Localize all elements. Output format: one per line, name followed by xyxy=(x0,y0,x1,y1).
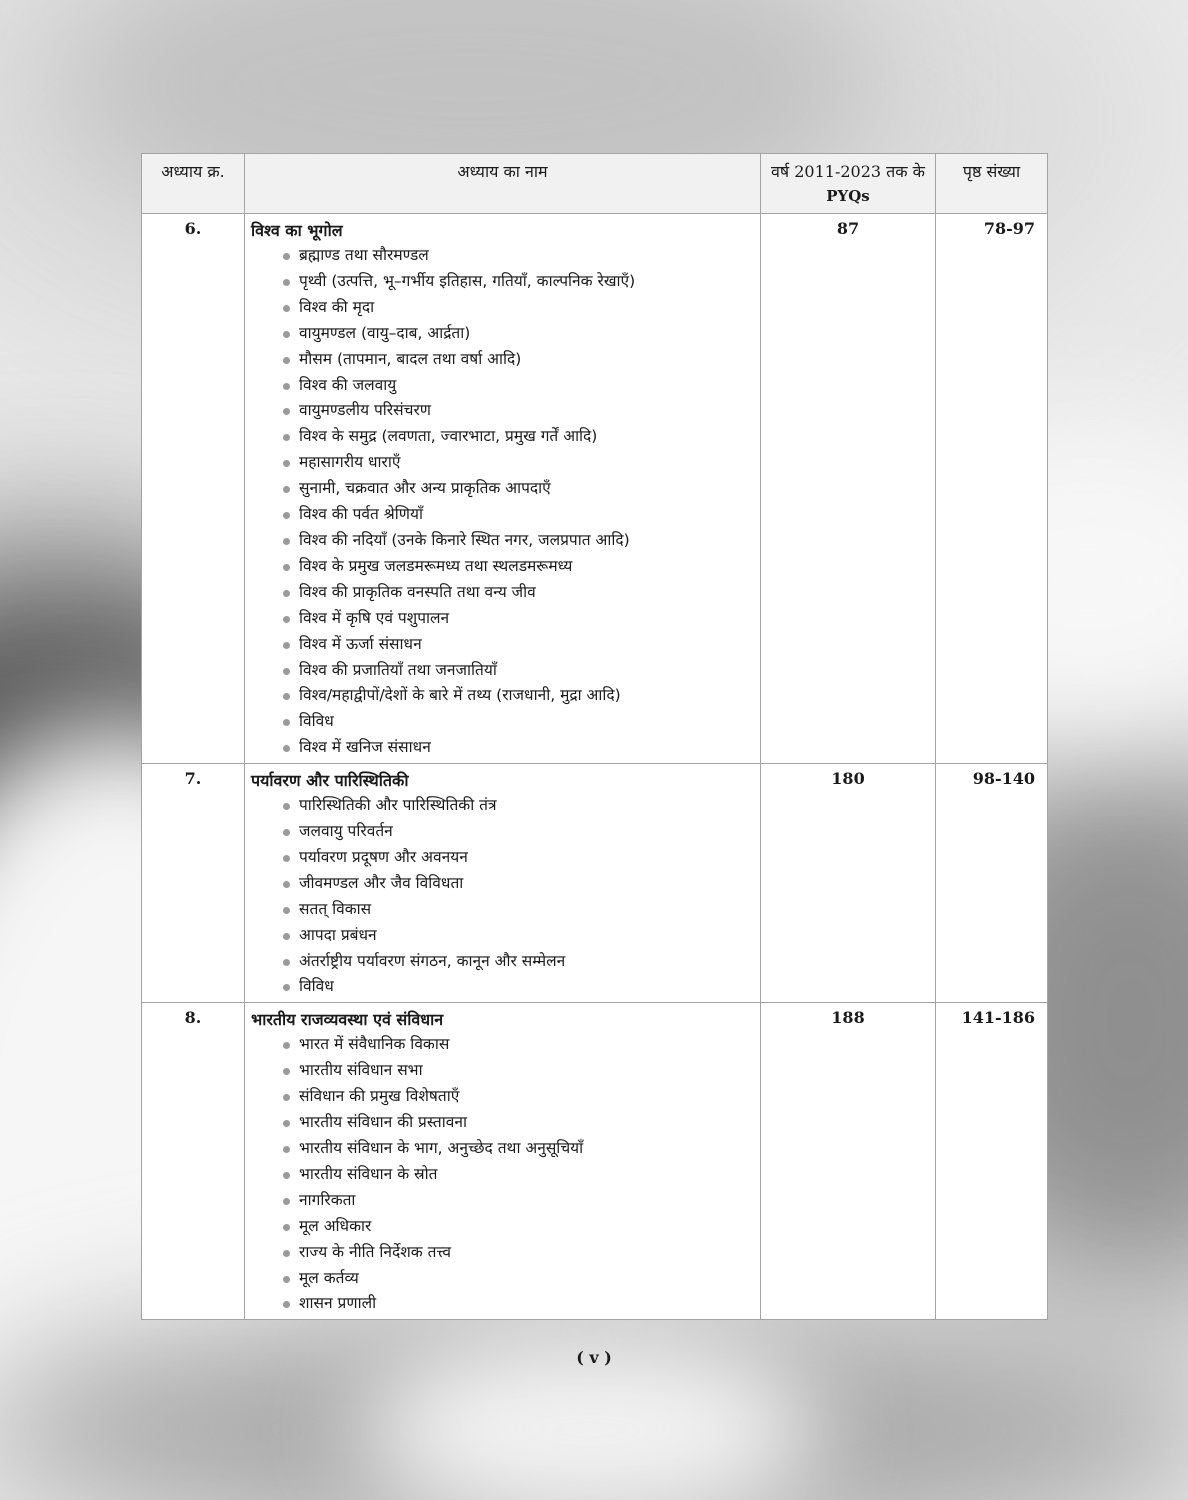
topic-item: राज्य के नीति निर्देशक तत्त्व xyxy=(281,1240,754,1266)
pyq-count: 180 xyxy=(761,764,936,1003)
topic-item: वायुमण्डल (वायु–दाब, आर्द्रता) xyxy=(281,321,754,347)
pyq-count: 87 xyxy=(761,214,936,764)
page-range: 78-97 xyxy=(936,214,1048,764)
chapter-number: 8. xyxy=(142,1003,245,1320)
topic-item: आपदा प्रबंधन xyxy=(281,923,754,949)
topic-list xyxy=(251,793,754,1000)
topic-item: विश्व के प्रमुख जलडमरूमध्य तथा स्थलडमरूमध्य xyxy=(281,554,754,580)
topic-item: विश्व की प्राकृतिक वनस्पति तथा वन्य जीव xyxy=(281,580,754,606)
chapter-number: 7. xyxy=(142,764,245,1003)
topic-item: मूल कर्तव्य xyxy=(281,1266,754,1292)
header-pyqs-line1: वर्ष 2011-2023 तक के xyxy=(771,162,925,181)
chapter-row xyxy=(142,764,1048,1003)
chapter-content xyxy=(245,764,761,1003)
topic-item: संविधान की प्रमुख विशेषताएँ xyxy=(281,1084,754,1110)
header-page-no: पृष्ठ संख्या xyxy=(936,154,1048,214)
table-body xyxy=(142,214,1048,1320)
contents-table xyxy=(141,153,1048,1320)
chapter-content xyxy=(245,1003,761,1320)
topic-item: मौसम (तापमान, बादल तथा वर्षा आदि) xyxy=(281,347,754,373)
pyq-count: 188 xyxy=(761,1003,936,1320)
topic-item: विश्व की मृदा xyxy=(281,295,754,321)
topic-item: सतत् विकास xyxy=(281,897,754,923)
table-header-row xyxy=(142,154,1048,214)
topic-item: जीवमण्डल और जैव विविधता xyxy=(281,871,754,897)
topic-item: विश्व की नदियाँ (उनके किनारे स्थित नगर, जलप्रपात आदि) xyxy=(281,528,659,554)
topic-item: विश्व की प्रजातियाँ तथा जनजातियाँ xyxy=(281,658,754,684)
topic-item: विविध xyxy=(281,974,754,1000)
topic-item: वायुमण्डलीय परिसंचरण xyxy=(281,398,754,424)
header-pyqs-line2: PYQs xyxy=(826,187,870,205)
chapter-title: भारतीय राजव्यवस्था एवं संविधान xyxy=(251,1010,444,1030)
page-range: 141-186 xyxy=(936,1003,1048,1320)
topic-list xyxy=(251,1032,754,1317)
chapter-row xyxy=(142,214,1048,764)
page-range: 98-140 xyxy=(936,764,1048,1003)
topic-item: विविध xyxy=(281,709,754,735)
topic-item: महासागरीय धाराएँ xyxy=(281,450,754,476)
topic-item: विश्व की पर्वत श्रेणियाँ xyxy=(281,502,754,528)
topic-item: भारतीय संविधान सभा xyxy=(281,1058,754,1084)
chapter-content xyxy=(245,214,761,764)
topic-item: विश्व/महाद्वीपों/देशों के बारे में तथ्य (राजधानी, मुद्रा आदि) xyxy=(281,683,754,709)
topic-item: जलवायु परिवर्तन xyxy=(281,819,754,845)
chapter-title: पर्यावरण और पारिस्थितिकी xyxy=(251,771,409,791)
chapter-title: विश्व का भूगोल xyxy=(251,221,343,240)
topic-item: पारिस्थितिकी और पारिस्थितिकी तंत्र xyxy=(281,793,754,819)
chapter-number: 6. xyxy=(142,214,245,764)
header-chapter-name: अध्याय का नाम xyxy=(245,154,761,214)
topic-item: विश्व के समुद्र (लवणता, ज्वारभाटा, प्रमुख गर्तें आदि) xyxy=(281,424,754,450)
chapter-row xyxy=(142,1003,1048,1320)
topic-item: भारत में संवैधानिक विकास xyxy=(281,1032,754,1058)
header-pyqs xyxy=(761,154,936,214)
topic-item: भारतीय संविधान की प्रस्तावना xyxy=(281,1110,754,1136)
topic-item: विश्व में ऊर्जा संसाधन xyxy=(281,632,754,658)
topic-list xyxy=(251,243,754,761)
topic-item: नागरिकता xyxy=(281,1188,754,1214)
topic-item: पर्यावरण प्रदूषण और अवनयन xyxy=(281,845,754,871)
topic-item: भारतीय संविधान के स्रोत xyxy=(281,1162,754,1188)
topic-item: भारतीय संविधान के भाग, अनुच्छेद तथा अनुसूचियाँ xyxy=(281,1136,754,1162)
topic-item: ब्रह्माण्ड तथा सौरमण्डल xyxy=(281,243,754,269)
topic-item: पृथ्वी (उत्पत्ति, भू–गर्भीय इतिहास, गतियाँ, काल्पनिक रेखाएँ) xyxy=(281,269,754,295)
topic-item: विश्व में कृषि एवं पशुपालन xyxy=(281,606,754,632)
topic-item: शासन प्रणाली xyxy=(281,1291,754,1317)
topic-item: विश्व में खनिज संसाधन xyxy=(281,735,754,761)
page-number: ( v ) xyxy=(576,1348,612,1367)
topic-item: सुनामी, चक्रवात और अन्य प्राकृतिक आपदाएँ xyxy=(281,476,754,502)
topic-item: मूल अधिकार xyxy=(281,1214,754,1240)
header-chapter-no: अध्याय क्र. xyxy=(142,154,245,214)
topic-item: अंतर्राष्ट्रीय पर्यावरण संगठन, कानून और सम्मेलन xyxy=(281,949,754,975)
topic-item: विश्व की जलवायु xyxy=(281,373,754,399)
